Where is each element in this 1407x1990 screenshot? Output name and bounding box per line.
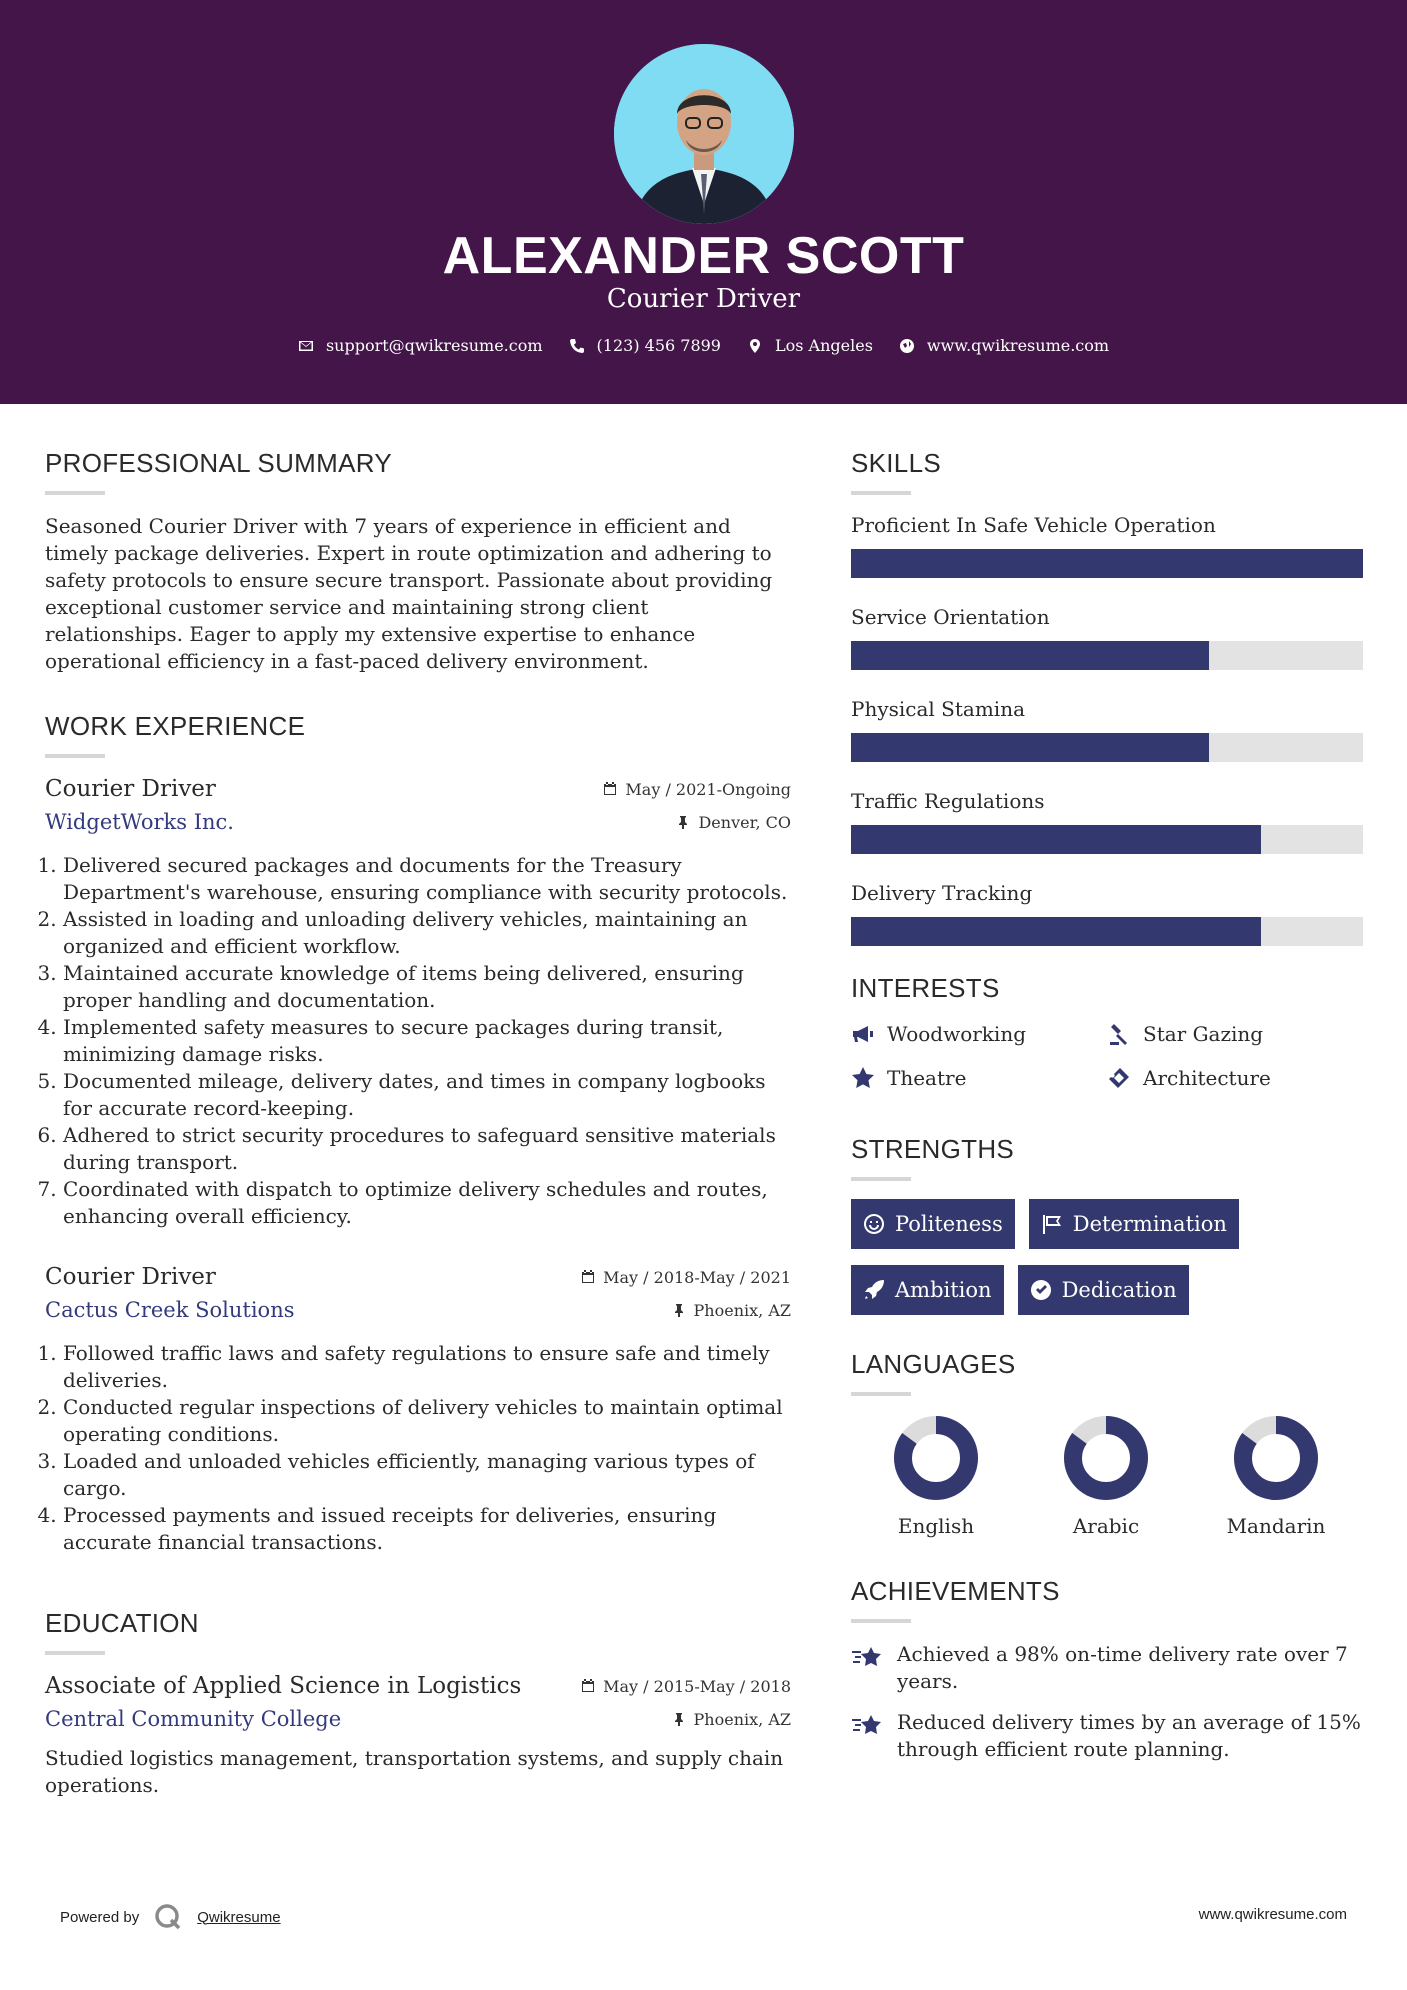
qwikresume-link[interactable]: Qwikresume — [197, 1908, 281, 1926]
job-dates-text: May / 2021-Ongoing — [625, 779, 791, 799]
interest-label: Architecture — [1143, 1066, 1271, 1090]
section-divider — [45, 754, 105, 758]
degree-title: Associate of Applied Science in Logistics — [45, 1673, 522, 1699]
job-entry — [45, 1264, 791, 1556]
education-dates — [581, 1677, 791, 1696]
language-name: English — [897, 1514, 975, 1538]
skill-bar-fill — [851, 549, 1363, 578]
contact-location — [747, 336, 873, 355]
job-dates — [603, 780, 791, 799]
language-name: Arabic — [1072, 1514, 1140, 1538]
achievements-heading: ACHIEVEMENTS — [851, 1576, 1060, 1606]
skill-item — [851, 605, 1363, 670]
education-section — [45, 1608, 791, 1799]
skill-bar — [851, 917, 1363, 946]
strengths-section — [851, 1134, 1363, 1315]
language-donut — [1062, 1414, 1150, 1502]
email-text: support@qwikresume.com — [325, 336, 543, 355]
powered-by-label: Powered by — [60, 1908, 140, 1926]
summary-text: Seasoned Courier Driver with 7 years of experience in efficient and timely package deliveries. Expert in route optimization and adhering to safety protocols to ensure secure transport. Passionate about providing exceptional customer service and maintaining strong client relationships. Eager to apply my extensive expertise to enhance operational efficiency in a fast-paced delivery environment. — [45, 514, 773, 673]
skill-bar — [851, 733, 1363, 762]
contact-bar — [0, 336, 1407, 355]
list-item: 3. Maintained accurate knowledge of items being delivered, ensuring proper handling and documentation. — [63, 960, 791, 1014]
interest-item — [1107, 1022, 1363, 1046]
strength-chip — [1018, 1265, 1189, 1315]
interest-label: Star Gazing — [1143, 1022, 1264, 1046]
footer-website[interactable]: www.qwikresume.com — [1198, 1906, 1347, 1923]
language-item — [1191, 1414, 1361, 1538]
calendar-icon — [581, 1270, 595, 1284]
smile-icon — [863, 1213, 885, 1235]
candidate-name: ALEXANDER SCOTT — [442, 227, 965, 285]
right-column — [851, 448, 1363, 1777]
achievement-item — [851, 1709, 1363, 1763]
map-pin-icon — [747, 338, 763, 354]
person-photo-icon — [614, 44, 794, 224]
star-icon — [851, 1066, 875, 1090]
interest-item — [851, 1066, 1107, 1090]
gavel-icon — [1107, 1022, 1131, 1046]
interests-heading: INTERESTS — [851, 973, 1000, 1003]
section-divider — [851, 1392, 911, 1396]
list-item: 4. Implemented safety measures to secure packages during transit, minimizing damage risks. — [63, 1014, 791, 1068]
education-location — [672, 1710, 791, 1729]
shooting-star-icon — [851, 1711, 883, 1741]
list-item: 2. Conducted regular inspections of delivery vehicles to maintain optimal operating conditions. — [63, 1394, 791, 1448]
list-item: 1. Delivered secured packages and documents for the Treasury Department's warehouse, ensuring compliance with security protocols. — [63, 852, 791, 906]
language-donut — [892, 1414, 980, 1502]
interest-label: Woodworking — [887, 1022, 1027, 1046]
education-dates-text: May / 2015-May / 2018 — [603, 1676, 791, 1696]
list-item: 3. Loaded and unloaded vehicles efficiently, managing various types of cargo. — [63, 1448, 791, 1502]
skill-name: Delivery Tracking — [851, 881, 1033, 905]
skills-heading: SKILLS — [851, 448, 941, 478]
achievement-item — [851, 1641, 1363, 1695]
contact-website[interactable] — [899, 336, 1109, 355]
job-title: Courier Driver — [45, 776, 216, 802]
strength-label: Dedication — [1061, 1278, 1177, 1302]
skill-bar-fill — [851, 733, 1209, 762]
interest-item — [1107, 1066, 1363, 1090]
job-location-text: Denver, CO — [698, 812, 791, 832]
language-donut — [1232, 1414, 1320, 1502]
strength-label: Politeness — [895, 1212, 1003, 1236]
job-company: Cactus Creek Solutions — [45, 1298, 295, 1322]
job-dates-text: May / 2018-May / 2021 — [603, 1267, 791, 1287]
section-divider — [851, 491, 911, 495]
skill-name: Proficient In Safe Vehicle Operation — [851, 513, 1216, 537]
skill-bar-fill — [851, 641, 1209, 670]
job-company: WidgetWorks Inc. — [45, 810, 234, 834]
footer-powered-by — [60, 1902, 281, 1932]
contact-phone[interactable] — [569, 336, 721, 355]
skill-item — [851, 881, 1363, 946]
left-column — [45, 448, 791, 1799]
strength-chip — [851, 1199, 1015, 1249]
globe-icon — [899, 338, 915, 354]
qwikresume-logo-icon — [153, 1902, 183, 1932]
languages-section — [851, 1349, 1363, 1538]
skill-name: Traffic Regulations — [851, 789, 1045, 813]
job-dates — [581, 1268, 791, 1287]
summary-section — [45, 448, 791, 675]
list-item: 1. Followed traffic laws and safety regulations to ensure safe and timely deliveries. — [63, 1340, 791, 1394]
skill-bar-fill — [851, 917, 1261, 946]
school-name: Central Community College — [45, 1707, 342, 1731]
list-item: 4. Processed payments and issued receipts for deliveries, ensuring accurate financial transactions. — [63, 1502, 791, 1556]
achievement-text: Reduced delivery times by an average of 15% through efficient route planning. — [897, 1710, 1361, 1761]
education-description: Studied logistics management, transportation systems, and supply chain operations. — [45, 1746, 784, 1797]
strengths-list — [851, 1199, 1271, 1315]
strengths-heading: STRENGTHS — [851, 1134, 1015, 1164]
list-item: 5. Documented mileage, delivery dates, and times in company logbooks for accurate record-keeping. — [63, 1068, 791, 1122]
section-divider — [851, 1177, 911, 1181]
section-divider — [45, 491, 105, 495]
job-location — [676, 813, 791, 832]
achievements-section — [851, 1576, 1363, 1763]
location-text: Los Angeles — [774, 336, 873, 355]
job-location-text: Phoenix, AZ — [693, 1300, 791, 1320]
language-item — [851, 1414, 1021, 1538]
summary-heading: PROFESSIONAL SUMMARY — [45, 448, 392, 478]
skill-bar — [851, 825, 1363, 854]
skill-item — [851, 697, 1363, 762]
strength-chip — [1029, 1199, 1239, 1249]
education-location-text: Phoenix, AZ — [693, 1709, 791, 1729]
list-item: 2. Assisted in loading and unloading delivery vehicles, maintaining an organized and efficient workflow. — [63, 906, 791, 960]
interests-list — [851, 1022, 1363, 1090]
avatar — [614, 44, 794, 224]
language-name: Mandarin — [1226, 1514, 1326, 1538]
job-duties — [45, 852, 791, 1230]
calendar-icon — [581, 1679, 595, 1693]
check-circle-icon — [1030, 1279, 1052, 1301]
contact-email[interactable] — [298, 336, 543, 355]
interests-section — [851, 973, 1363, 1090]
section-divider — [851, 1619, 911, 1623]
website-text: www.qwikresume.com — [926, 336, 1110, 355]
job-entry — [45, 776, 791, 1230]
list-item: 6. Adhered to strict security procedures to safeguard sensitive materials during transport. — [63, 1122, 791, 1176]
envelope-icon — [298, 338, 314, 354]
candidate-title: Courier Driver — [606, 284, 801, 314]
resume-header — [0, 0, 1407, 404]
pushpin-icon — [672, 1712, 686, 1726]
skills-section — [851, 448, 1363, 946]
languages-heading: LANGUAGES — [851, 1349, 1016, 1379]
phone-text: (123) 456 7899 — [596, 336, 721, 355]
skills-list — [851, 513, 1363, 946]
job-title: Courier Driver — [45, 1264, 216, 1290]
skill-name: Service Orientation — [851, 605, 1050, 629]
skill-bar — [851, 641, 1363, 670]
interest-label: Theatre — [887, 1066, 967, 1090]
pushpin-icon — [676, 815, 690, 829]
job-location — [672, 1301, 791, 1320]
skill-name: Physical Stamina — [851, 697, 1026, 721]
skill-item — [851, 789, 1363, 854]
skill-bar-fill — [851, 825, 1261, 854]
experience-section — [45, 711, 791, 1556]
strength-chip — [851, 1265, 1004, 1315]
language-item — [1021, 1414, 1191, 1538]
education-heading: EDUCATION — [45, 1608, 199, 1638]
shooting-star-icon — [851, 1643, 883, 1673]
job-duties — [45, 1340, 791, 1556]
section-divider — [45, 1651, 105, 1655]
languages-list — [851, 1414, 1363, 1538]
calendar-icon — [603, 782, 617, 796]
strength-label: Determination — [1072, 1212, 1227, 1236]
experience-heading: WORK EXPERIENCE — [45, 711, 306, 741]
megaphone-icon — [851, 1022, 875, 1046]
strength-label: Ambition — [895, 1278, 992, 1302]
pushpin-icon — [672, 1303, 686, 1317]
achievement-text: Achieved a 98% on-time delivery rate over 7 years. — [897, 1642, 1348, 1693]
list-item: 7. Coordinated with dispatch to optimize delivery schedules and routes, enhancing overall efficiency. — [63, 1176, 791, 1230]
flag-icon — [1041, 1213, 1063, 1235]
ticket-icon — [1107, 1066, 1131, 1090]
rocket-icon — [863, 1279, 885, 1301]
interest-item — [851, 1022, 1107, 1046]
skill-item — [851, 513, 1363, 578]
skill-bar — [851, 549, 1363, 578]
phone-icon — [569, 338, 585, 354]
